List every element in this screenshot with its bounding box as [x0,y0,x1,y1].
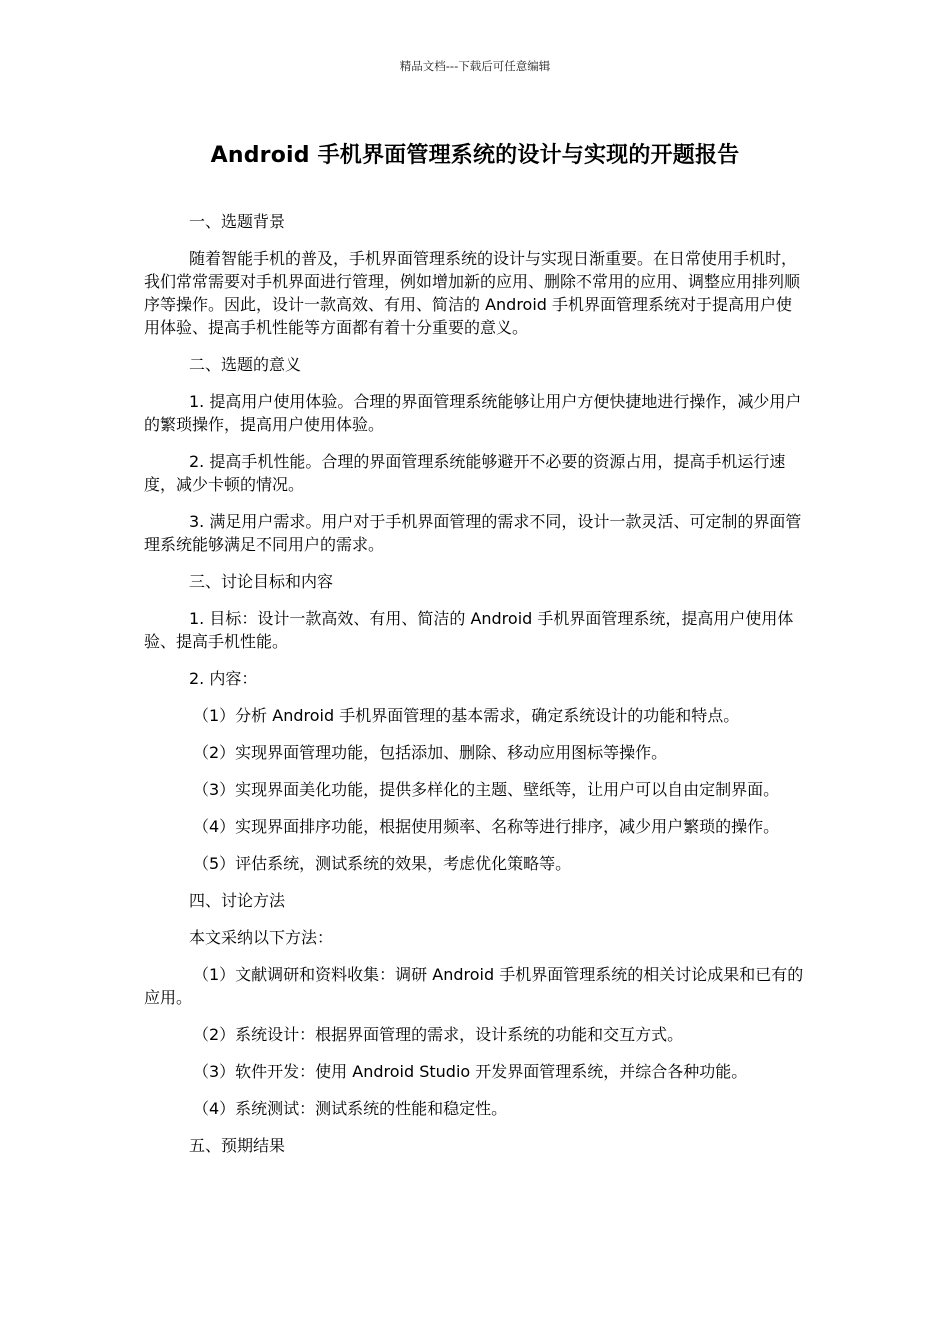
list-item: （3）软件开发：使用 Android Studio 开发界面管理系统，并综合各种功能。 [193,1062,748,1081]
document-body [144,210,808,1171]
section-heading-methods: 四、讨论方法 [189,891,286,910]
body-paragraph: 1. 提高用户使用体验。合理的界面管理系统能够让用户方便快捷地进行操作，减少用户的繁琐操作，提高用户使用体验。 [144,392,802,434]
body-paragraph: 2. 内容： [189,669,258,688]
body-paragraph: 随着智能手机的普及，手机界面管理系统的设计与实现日渐重要。在日常使用手机时，我们常常需要对手机界面进行管理，例如增加新的应用、删除不常用的应用、调整应用排列顺序等操作。因此，设计一款高效、有用、简洁的 Android 手机界面管理系统对于提高用户使用体验、提高手机性能等方面都有着十分重要的意义。 [144,249,801,337]
section-heading-significance: 二、选题的意义 [189,355,302,374]
list-item: （1）分析 Android 手机界面管理的基本需求，确定系统设计的功能和特点。 [193,706,740,725]
section-heading-expected-results: 五、预期结果 [189,1136,286,1155]
body-paragraph: 本文采纳以下方法： [189,928,334,947]
list-item: （1）文献调研和资料收集：调研 Android 手机界面管理系统的相关讨论成果和已有的应用。 [144,965,804,1007]
list-item: （2）系统设计：根据界面管理的需求，设计系统的功能和交互方式。 [193,1025,684,1044]
list-item: （2）实现界面管理功能，包括添加、删除、移动应用图标等操作。 [193,743,668,762]
body-paragraph: 2. 提高手机性能。合理的界面管理系统能够避开不必要的资源占用，提高手机运行速度，减少卡顿的情况。 [144,452,786,494]
list-item: （4）实现界面排序功能，根据使用频率、名称等进行排序，减少用户繁琐的操作。 [193,817,780,836]
header-note: 精品文档---下载后可任意编辑 [399,59,551,73]
section-heading-background: 一、选题背景 [189,212,286,231]
body-paragraph: 3. 满足用户需求。用户对于手机界面管理的需求不同，设计一款灵活、可定制的界面管理系统能够满足不同用户的需求。 [144,512,802,554]
document-title: Android 手机界面管理系统的设计与实现的开题报告 [210,143,740,168]
list-item: （4）系统测试：测试系统的性能和稳定性。 [193,1099,508,1118]
section-heading-goals: 三、讨论目标和内容 [189,572,334,591]
list-item: （3）实现界面美化功能，提供多样化的主题、壁纸等，让用户可以自由定制界面。 [193,780,780,799]
list-item: （5）评估系统，测试系统的效果，考虑优化策略等。 [193,854,572,873]
body-paragraph: 1. 目标：设计一款高效、有用、简洁的 Android 手机界面管理系统，提高用户使用体验、提高手机性能。 [144,609,794,651]
